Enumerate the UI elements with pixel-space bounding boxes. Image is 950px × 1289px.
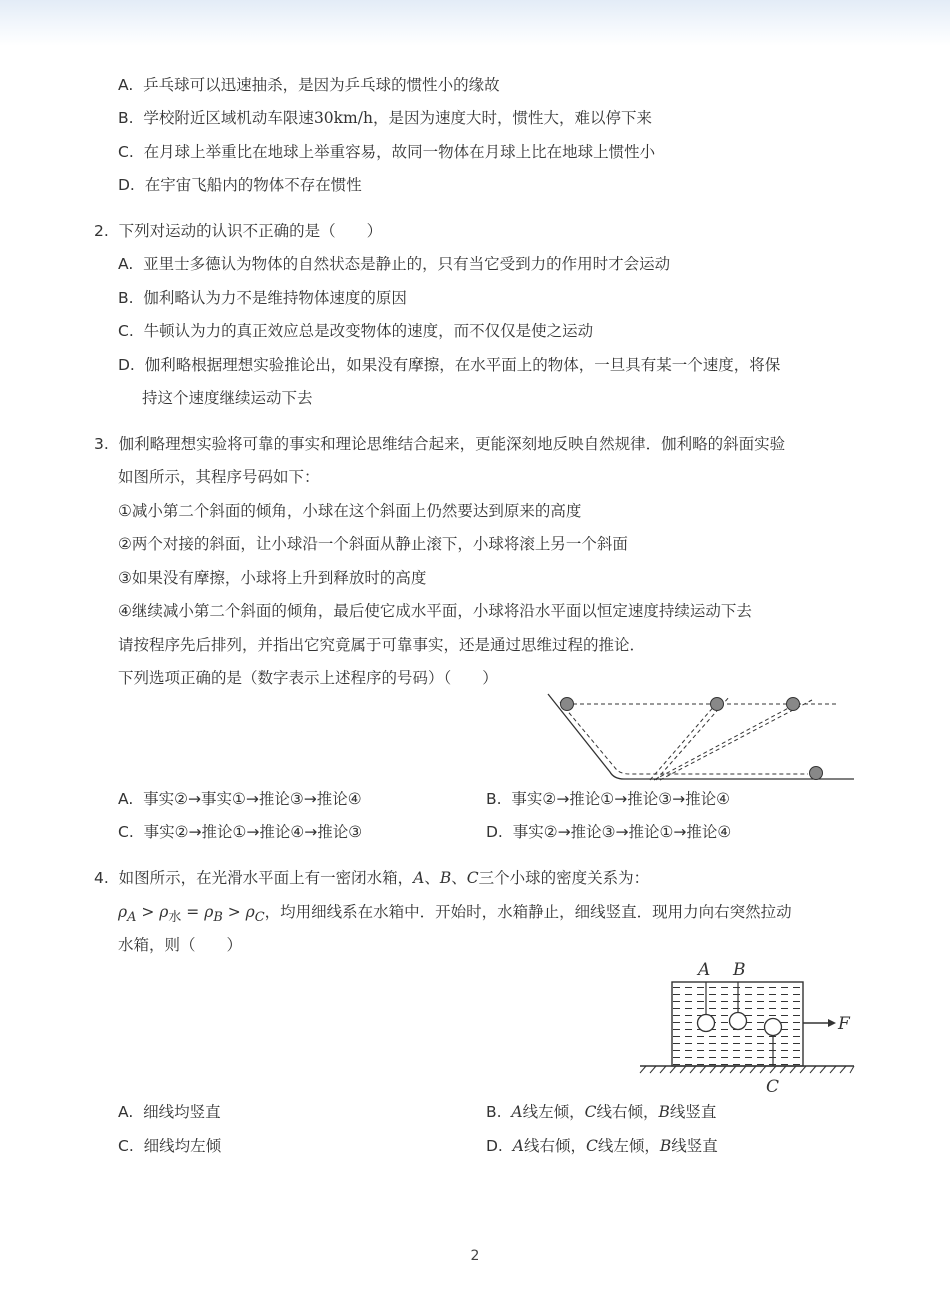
question-number: 2. bbox=[94, 222, 109, 240]
option-text: 线竖直 bbox=[669, 1103, 717, 1121]
eq-sign: = bbox=[181, 903, 205, 921]
page-number: 2 bbox=[470, 1248, 480, 1264]
procedure-step-4: ④继续减小第二个斜面的倾角，最后使它成水平面，小球将沿水平面以恒定速度持续运动下去 bbox=[118, 602, 752, 620]
option-letter: B. bbox=[118, 109, 134, 127]
question-stem: ，均用细线系在水箱中．开始时，水箱静止，细线竖直．现用力向右突然拉动 bbox=[264, 903, 792, 921]
procedure-step-1: ①减小第二个斜面的倾角，小球在这个斜面上仍然要达到原来的高度 bbox=[118, 502, 582, 520]
option-text: 牛顿认为力的真正效应总是改变物体的速度，而不仅仅是使之运动 bbox=[143, 322, 594, 340]
option-text: 线右倾， bbox=[596, 1103, 659, 1121]
separator: 、 bbox=[424, 869, 440, 887]
incline-shallow bbox=[660, 700, 812, 780]
question-number: 3. bbox=[94, 435, 109, 453]
rho-symbol: ρ bbox=[245, 903, 255, 921]
question-stem-line: 下列选项正确的是（数字表示上述程序的号码）（ ） bbox=[118, 669, 498, 687]
option-text: 乒乓球可以迅速抽杀，是因为乒乓球的惯性小的缘故 bbox=[143, 76, 500, 94]
q3-option-b[interactable] bbox=[486, 788, 730, 810]
option-letter: D. bbox=[118, 176, 135, 194]
var-b: B bbox=[659, 1137, 672, 1155]
option-letter: B. bbox=[486, 1103, 502, 1121]
option-text: 细线均左倾 bbox=[143, 1137, 222, 1155]
var-c: C bbox=[585, 1137, 598, 1155]
option-letter: A. bbox=[118, 1103, 134, 1121]
question-stem: 下列对运动的认识不正确的是（ ） bbox=[118, 222, 383, 240]
incline-experiment-figure bbox=[540, 690, 860, 790]
q1-option-d[interactable] bbox=[118, 174, 362, 196]
q2-option-d[interactable] bbox=[118, 354, 780, 376]
option-letter: D. bbox=[118, 356, 135, 374]
q4-option-d[interactable] bbox=[486, 1135, 718, 1157]
option-text: 事实②→事实①→推论③→推论④ bbox=[143, 790, 362, 808]
density-formula bbox=[118, 903, 265, 926]
option-text: 亚里士多德认为物体的自然状态是静止的，只有当它受到力的作用时才会运动 bbox=[143, 255, 671, 273]
subscript-b: B bbox=[213, 910, 223, 926]
question-stem: 三个小球的密度关系为： bbox=[478, 869, 650, 887]
q2-stem bbox=[94, 220, 382, 242]
incline-steep-inner bbox=[650, 704, 716, 780]
procedure-step-2: ②两个对接的斜面，让小球沿一个斜面从静止滚下，小球将滚上另一个斜面 bbox=[118, 535, 628, 553]
density-relation bbox=[118, 901, 792, 929]
q1-option-c[interactable] bbox=[118, 141, 655, 163]
incline-shallow-inner bbox=[654, 704, 796, 780]
option-text: 线左倾， bbox=[522, 1103, 585, 1121]
q4-option-a[interactable] bbox=[118, 1101, 221, 1123]
subscript-water: 水 bbox=[168, 910, 182, 926]
q3-option-d[interactable] bbox=[486, 821, 731, 843]
option-text: 细线均竖直 bbox=[143, 1103, 221, 1121]
option-text: 事实②→推论①→推论③→推论④ bbox=[511, 790, 730, 808]
track-solid bbox=[548, 694, 854, 779]
figure-label-b: B bbox=[733, 960, 746, 980]
rho-symbol: ρ bbox=[118, 903, 128, 921]
q4-option-b[interactable] bbox=[486, 1101, 716, 1123]
ball-incline-2 bbox=[787, 698, 800, 711]
separator: 、 bbox=[451, 869, 467, 887]
option-letter: A. bbox=[118, 790, 134, 808]
q1-option-b[interactable] bbox=[118, 107, 652, 129]
q2-option-d-continued bbox=[142, 387, 313, 409]
q3-stem bbox=[94, 433, 785, 455]
ball-horizontal bbox=[810, 767, 823, 780]
option-letter: C. bbox=[118, 1137, 134, 1155]
question-number: 4. bbox=[94, 869, 109, 887]
option-text: 线左倾， bbox=[597, 1137, 660, 1155]
option-letter: D. bbox=[486, 823, 503, 841]
option-text: 线竖直 bbox=[671, 1137, 718, 1155]
option-letter: C. bbox=[118, 143, 134, 161]
ball-a bbox=[698, 1015, 715, 1032]
question-stem-line: 水箱，则（ ） bbox=[118, 936, 243, 954]
ball-c bbox=[765, 1019, 782, 1036]
var-a: A bbox=[511, 1103, 523, 1121]
q4-stem bbox=[94, 867, 649, 889]
procedure-step-3: ③如果没有摩擦，小球将上升到释放时的高度 bbox=[118, 569, 427, 587]
ball-b bbox=[730, 1013, 747, 1030]
subscript-a: A bbox=[127, 910, 137, 926]
figure-label-c: C bbox=[766, 1077, 780, 1097]
ball-label-a: A bbox=[413, 869, 425, 887]
option-text: ，是因为速度大时，惯性大，难以停下来 bbox=[372, 109, 652, 127]
track-dashed bbox=[560, 702, 808, 774]
rho-symbol: ρ bbox=[159, 903, 169, 921]
option-letter: C. bbox=[118, 823, 134, 841]
option-text: 持这个速度继续运动下去 bbox=[142, 389, 313, 407]
option-text: 在宇宙飞船内的物体不存在惯性 bbox=[144, 176, 362, 194]
ball-incline-1 bbox=[711, 698, 724, 711]
figure-label-f: F bbox=[838, 1014, 850, 1034]
question-stem-line: 请按程序先后排列，并指出它究竟属于可靠事实，还是通过思维过程的推论． bbox=[118, 636, 646, 654]
q3-option-c[interactable] bbox=[118, 821, 362, 843]
header-band bbox=[0, 0, 950, 46]
var-a: A bbox=[512, 1137, 524, 1155]
ground-hatching bbox=[640, 1066, 854, 1073]
var-c: C bbox=[584, 1103, 597, 1121]
option-text: 事实②→推论①→推论④→推论③ bbox=[143, 823, 363, 841]
figure-label-a: A bbox=[698, 960, 711, 980]
q2-option-a[interactable] bbox=[118, 253, 670, 275]
q3-option-a[interactable] bbox=[118, 788, 362, 810]
option-letter: B. bbox=[118, 289, 134, 307]
water-tank-figure bbox=[636, 956, 858, 1098]
ball-label-c: C bbox=[466, 869, 479, 887]
question-stem: 伽利略理想实验将可靠的事实和理论思维结合起来，更能深刻地反映自然规律．伽利略的斜面实验 bbox=[118, 435, 786, 453]
q2-option-b[interactable] bbox=[118, 287, 407, 309]
option-text: 在月球上举重比在地球上举重容易，故同一物体在月球上比在地球上惯性小 bbox=[143, 143, 656, 161]
gt-sign: > bbox=[222, 903, 246, 921]
speed-limit-value: 30km/h bbox=[313, 109, 373, 127]
option-text: 学校附近区域机动车限速 bbox=[143, 109, 314, 127]
ball-start bbox=[561, 698, 574, 711]
q2-option-c[interactable] bbox=[118, 320, 593, 342]
option-text: 伽利略根据理想实验推论出，如果没有摩擦，在水平面上的物体，一旦具有某一个速度，将保 bbox=[144, 356, 781, 374]
question-stem-line: 如图所示，其程序号码如下： bbox=[118, 468, 320, 486]
gt-sign: > bbox=[136, 903, 160, 921]
var-b: B bbox=[658, 1103, 670, 1121]
q1-option-a[interactable] bbox=[118, 74, 500, 96]
option-letter: D. bbox=[486, 1137, 503, 1155]
q4-option-c[interactable] bbox=[118, 1135, 221, 1157]
option-letter: C. bbox=[118, 322, 134, 340]
option-letter: A. bbox=[118, 255, 134, 273]
rho-symbol: ρ bbox=[204, 903, 214, 921]
subscript-c: C bbox=[254, 910, 265, 926]
ball-label-b: B bbox=[439, 869, 452, 887]
option-text: 线右倾， bbox=[523, 1137, 586, 1155]
option-letter: A. bbox=[118, 76, 134, 94]
option-text: 事实②→推论③→推论①→推论④ bbox=[512, 823, 732, 841]
force-arrowhead bbox=[828, 1019, 836, 1027]
option-letter: B. bbox=[486, 790, 502, 808]
question-stem: 如图所示，在光滑水平面上有一密闭水箱， bbox=[118, 869, 414, 887]
option-text: 伽利略认为力不是维持物体速度的原因 bbox=[143, 289, 407, 307]
